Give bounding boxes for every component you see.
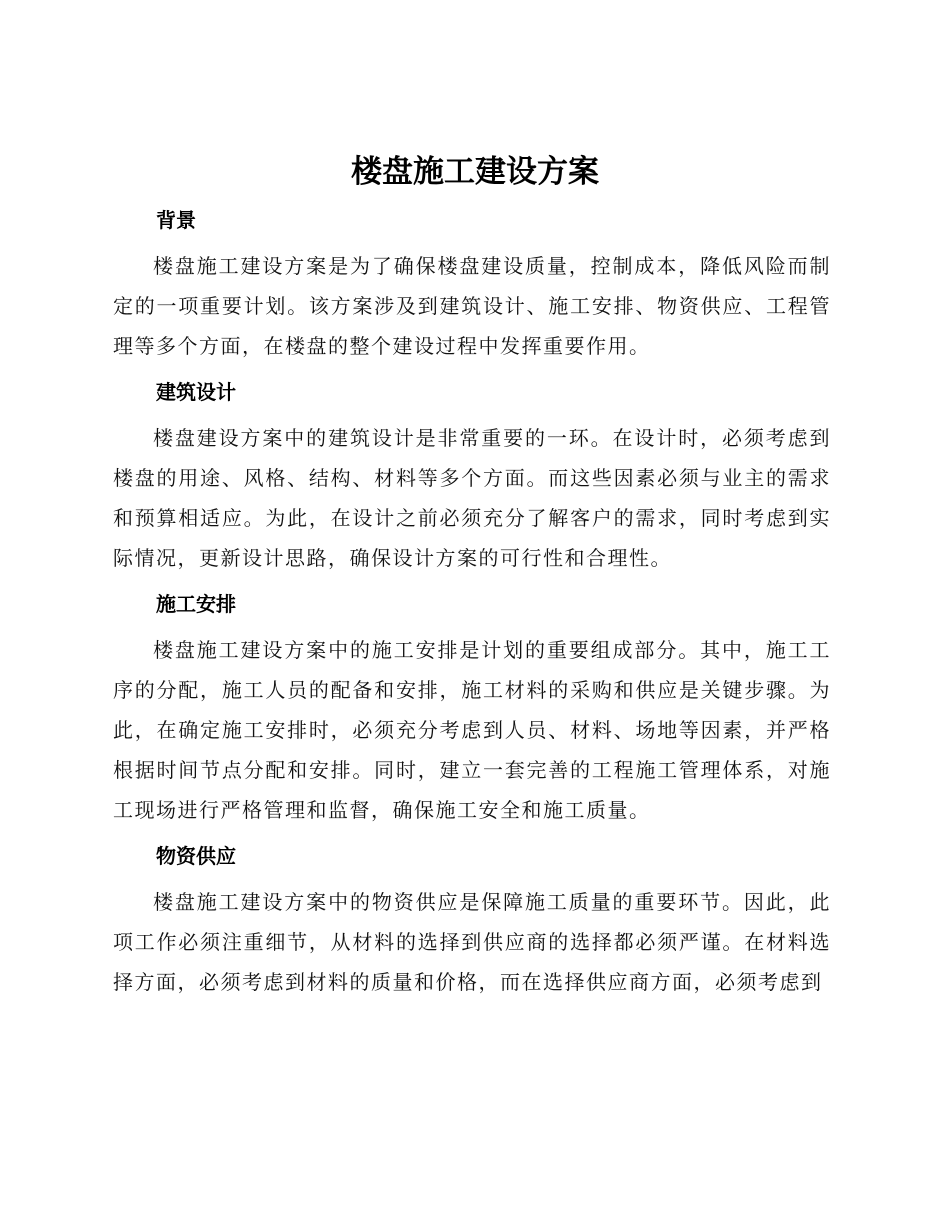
document-title: 楼盘施工建设方案 [351,154,599,190]
section-architectural-design [113,372,831,578]
document-body [113,200,831,1008]
section-heading: 施工安排 [156,592,236,616]
section-material-supply [113,836,831,1002]
section-construction-arrangement [113,584,831,830]
section-paragraph: 楼盘施工建设方案中的施工安排是计划的重要组成部分。其中，施工工序的分配，施工人员的配备和安排，施工材料的采购和供应是关键步骤。为此，在确定施工安排时，必须充分考虑到人员、材料、场地等因素，并严格根据时间节点分配和安排。同时，建立一套完善的工程施工管理体系，对施工现场进行严格管理和监督，确保施工安全和施工质量。 [113,638,831,822]
section-heading: 物资供应 [156,844,236,868]
section-heading: 建筑设计 [156,380,236,404]
section-paragraph: 楼盘建设方案中的建筑设计是非常重要的一环。在设计时，必须考虑到楼盘的用途、风格、结构、材料等多个方面。而这些因素必须与业主的需求和预算相适应。为此，在设计之前必须充分了解客户的需求，同时考虑到实际情况，更新设计思路，确保设计方案的可行性和合理性。 [113,426,831,570]
section-paragraph: 楼盘施工建设方案中的物资供应是保障施工质量的重要环节。因此，此项工作必须注重细节，从材料的选择到供应商的选择都必须严谨。在材料选择方面，必须考虑到材料的质量和价格，而在选择供应商方面，必须考虑到 [113,890,831,994]
section-background [113,200,831,366]
section-heading: 背景 [156,208,196,232]
section-paragraph: 楼盘施工建设方案是为了确保楼盘建设质量，控制成本，降低风险而制定的一项重要计划。该方案涉及到建筑设计、施工安排、物资供应、工程管理等多个方面，在楼盘的整个建设过程中发挥重要作用。 [113,254,831,358]
